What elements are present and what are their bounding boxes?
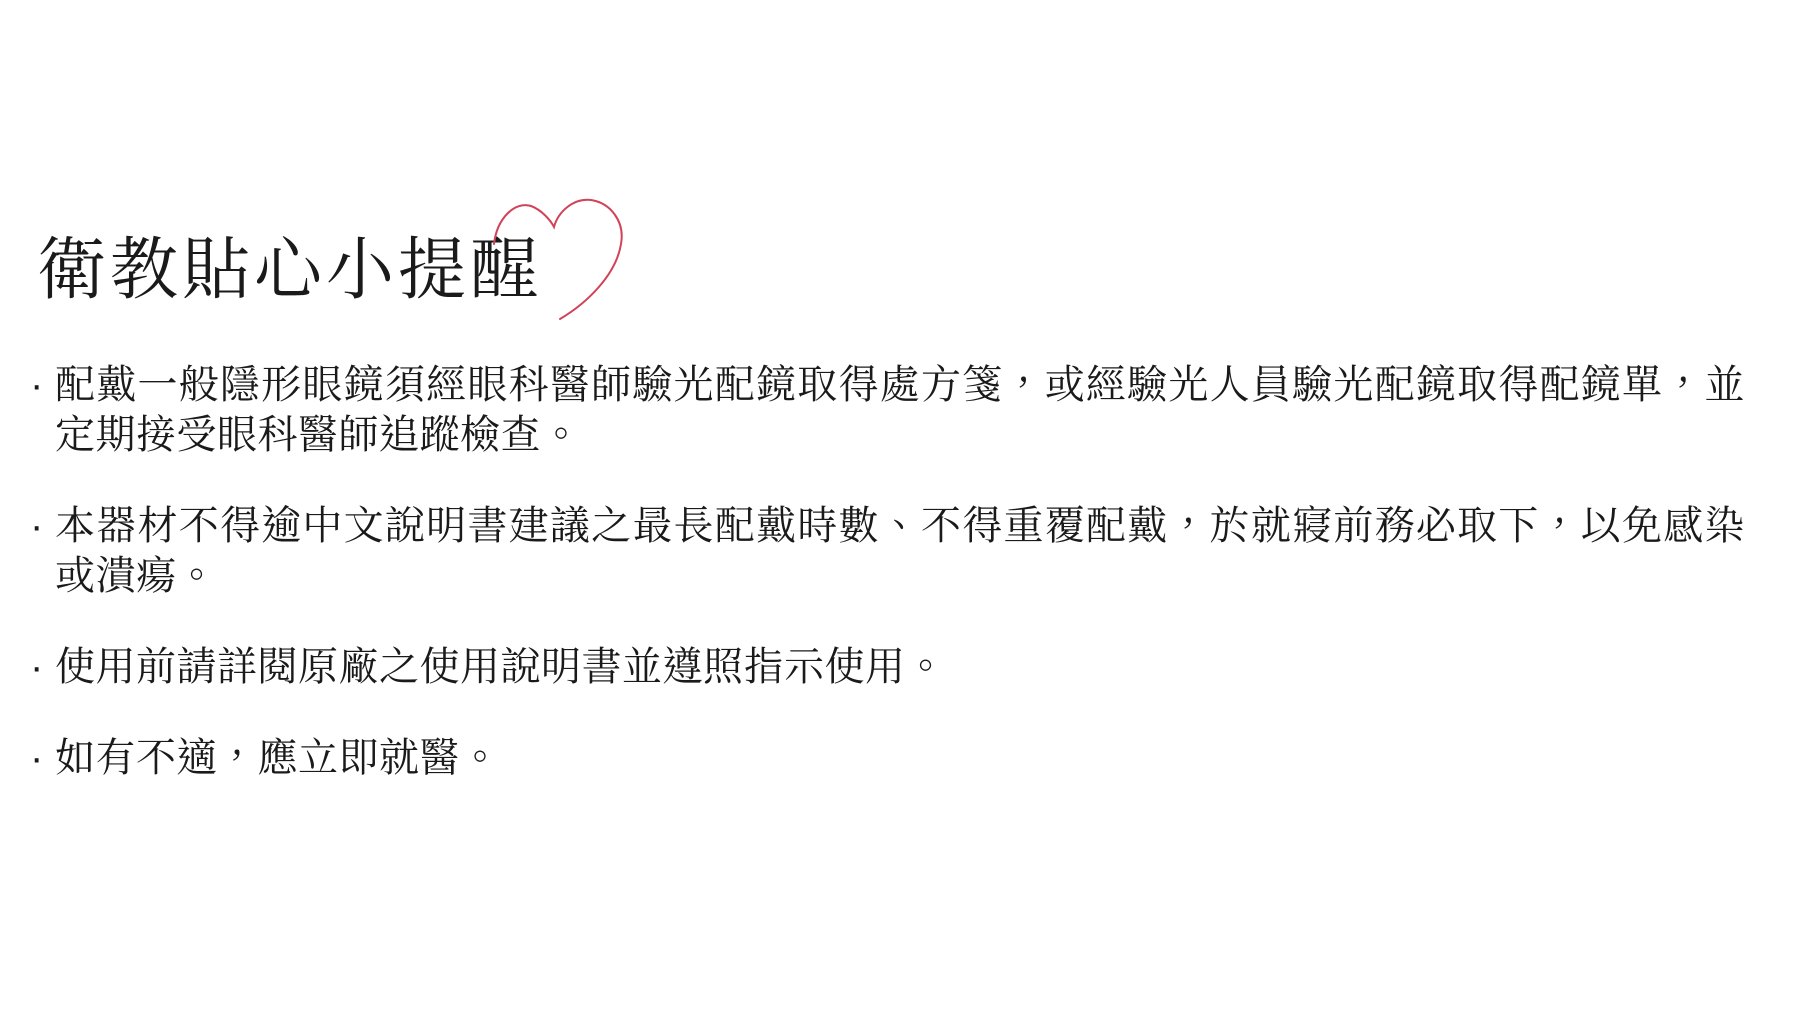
notice-item — [0, 501, 1745, 601]
notice-item — [0, 733, 1745, 783]
notice-text: 配戴一般隱形眼鏡須經眼科醫師驗光配鏡取得處方箋，或經驗光人員驗光配鏡取得配鏡單，並定期接受眼科醫師追蹤檢查。 — [55, 363, 1745, 457]
page-title: 衛教貼心小提醒 — [38, 232, 543, 308]
notice-text: 使用前請詳閱原廠之使用說明書並遵照指示使用。 — [55, 645, 946, 689]
notice-text: 本器材不得逾中文說明書建議之最長配戴時數、不得重覆配戴，於就寢前務必取下，以免感染或潰瘍。 — [55, 504, 1745, 598]
notice-text: 如有不適，應立即就醫。 — [55, 736, 501, 780]
bullet-dot: · — [30, 736, 44, 780]
notice-item — [0, 642, 1745, 692]
bullet-dot: · — [30, 504, 44, 548]
page-header — [38, 230, 542, 322]
notice-list — [0, 360, 1745, 824]
notice-item — [0, 360, 1745, 460]
bullet-dot: · — [30, 645, 44, 689]
bullet-dot: · — [30, 363, 44, 407]
